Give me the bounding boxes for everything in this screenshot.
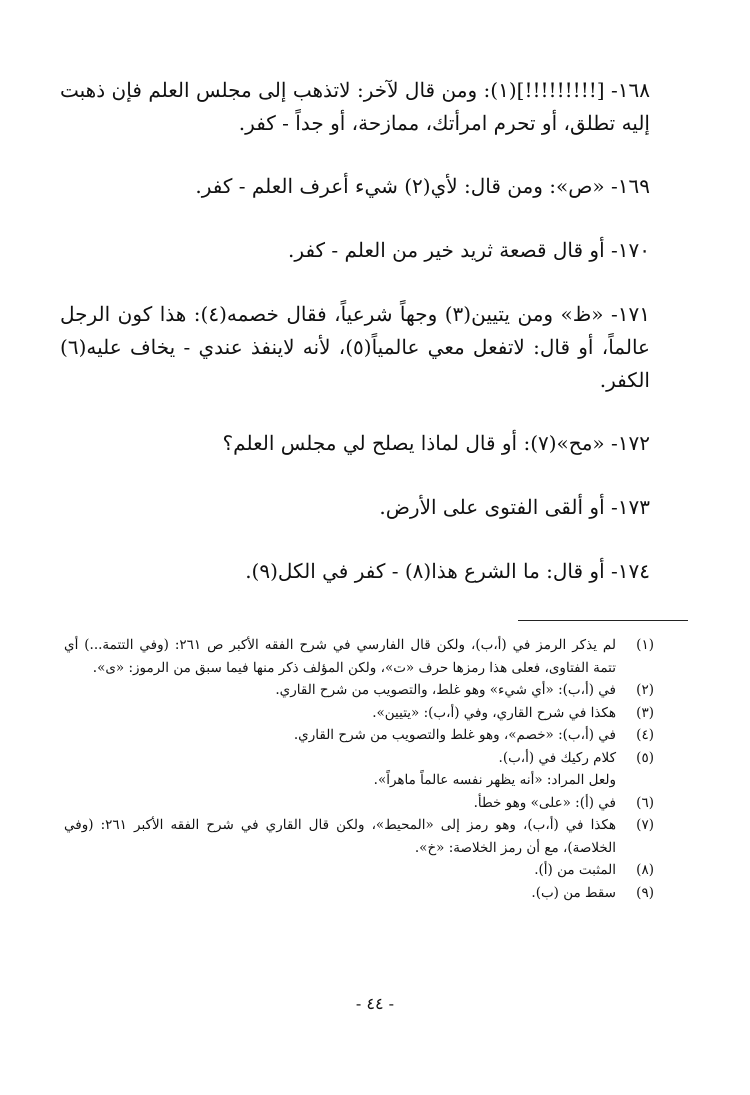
footnote-number: (٦): [636, 794, 654, 811]
footnote-8: [64, 859, 654, 882]
footnote-number: (٢): [636, 682, 654, 698]
footnote-number: (٥): [636, 749, 654, 766]
footnote-text: هكذا في (أ،ب)، وهو رمز إلى «المحيط»، ولكن قال القاري في شرح الفقه الأكبر ٢٦١: (وفي الخلاصة)، مع أن رمز الخلاصة: «خ».: [64, 817, 616, 856]
entry-168: ١٦٨- [!!!!!!!!!](١): ومن قال لآخر: لاتذهب إلى مجلس العلم فإن ذهبت إليه تطلق، أو تحرم امرأتك، ممازحة، أو جداً - كفر.: [60, 78, 651, 135]
page-number: - ٤٤ -: [355, 994, 395, 1013]
footnotes: [64, 634, 654, 904]
footnote-6: [64, 792, 654, 815]
footnote-text: سقط من (ب).: [531, 884, 616, 901]
footnote-text: هكذا في شرح القاري، وفي (أ،ب): «يتيين».: [372, 704, 616, 721]
footnote-text: في (أ،ب): «خصم»، وهو غلط والتصويب من شرح القاري.: [293, 727, 616, 743]
footnote-text: في (أ،ب): «أي شيء» وهو غلط، والتصويب من شرح القاري.: [275, 682, 616, 698]
entry-172: ١٧٢- «مح»(٧): أو قال لماذا يصلح لي مجلس العلم؟: [222, 431, 650, 455]
footnote-7: [64, 814, 654, 859]
footnote-number: (٩): [636, 884, 654, 901]
footnote-text: ولعل المراد: «أنه يظهر نفسه عالماً ماهراً».: [373, 772, 616, 788]
footnote-4: [64, 724, 654, 747]
entry-169: ١٦٩- «ص»: ومن قال: لأي(٢) شيء أعرف العلم - كفر.: [195, 174, 650, 198]
footnote-text: المثبت من (أ).: [534, 862, 616, 878]
footnote-5: [64, 747, 654, 770]
footnote-9: [64, 882, 654, 905]
footnote-text: لم يذكر الرمز في (أ،ب)، ولكن قال الفارسي في شرح الفقه الأكبر ص ٢٦١: (وفي التتمة...) أي تتمة الفتاوى، فعلى هذا رمزها حرف «ت»، ولكن المؤلف ذكر منها فيما سبق من الرموز: «ى».: [64, 637, 616, 676]
footnote-3: [64, 702, 654, 725]
footnote-number: (٤): [636, 727, 654, 743]
footnote-1: [64, 634, 654, 679]
footnote-2: [64, 679, 654, 702]
entry-174: ١٧٤- أو قال: ما الشرع هذا(٨) - كفر في الكل(٩).: [245, 559, 650, 583]
entry-173: ١٧٣- أو ألقى الفتوى على الأرض.: [379, 495, 650, 519]
footnote-text: كلام ركيك في (أ،ب).: [498, 749, 616, 766]
main-text: [60, 74, 650, 619]
footnote-divider: [518, 620, 688, 621]
footnote-number: (٣): [636, 704, 654, 721]
footnote-number: (١): [636, 637, 654, 653]
footnote-5-continued: [64, 769, 654, 792]
footnote-number: (٧): [636, 817, 654, 833]
entry-171: ١٧١- «ظ» ومن يتيين(٣) وجهاً شرعياً، فقال خصمه(٤): هذا كون الرجل عالماً، أو قال: لاتفعل معي عالمياً(٥)، لأنه لاينفذ عندي - يخاف عليه(٦) الكفر.: [60, 302, 650, 392]
footnote-number: (٨): [636, 862, 654, 878]
entry-170: ١٧٠- أو قال قصعة ثريد خير من العلم - كفر.: [288, 238, 650, 262]
footnote-text: في (أ): «على» وهو خطأ.: [473, 794, 616, 811]
